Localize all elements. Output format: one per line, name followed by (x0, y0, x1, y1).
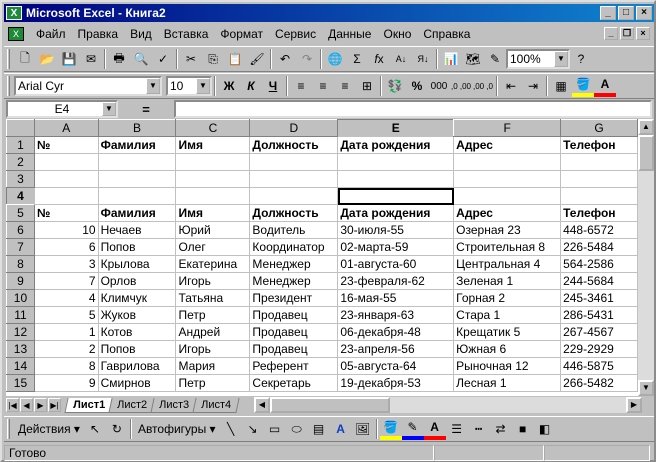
scroll-thumb[interactable] (270, 397, 390, 413)
cell[interactable]: Стара 1 (454, 307, 561, 324)
row-header[interactable]: 10 (7, 290, 35, 307)
cell[interactable]: Секретарь (250, 375, 338, 392)
align-center-icon[interactable]: ≡ (319, 79, 327, 93)
column-header[interactable]: E (338, 120, 454, 137)
cell[interactable]: Лесная 1 (454, 375, 561, 392)
sort-desc-icon[interactable]: Я↓ (417, 54, 429, 64)
cell[interactable]: Гаврилова (98, 358, 176, 375)
cell[interactable] (98, 171, 176, 188)
standard-toolbar (4, 46, 654, 72)
column-header[interactable]: C (176, 120, 250, 137)
cell[interactable]: 6 (34, 239, 98, 256)
row-header[interactable]: 4 (7, 188, 35, 205)
chevron-down-icon[interactable]: ▼ (196, 78, 210, 94)
name-box[interactable] (6, 100, 118, 118)
cell[interactable]: 229-2929 (561, 341, 638, 358)
cell[interactable]: Екатерина (176, 256, 250, 273)
cell[interactable]: Смирнов (98, 375, 176, 392)
cell[interactable]: Мария (176, 358, 250, 375)
table-row (7, 358, 638, 375)
cell[interactable]: Горная 2 (454, 290, 561, 307)
cell[interactable]: Дата рождения (338, 205, 454, 222)
cell[interactable]: 01-августа-60 (338, 256, 454, 273)
cell[interactable]: Орлов (98, 273, 176, 290)
first-sheet-icon[interactable]: |◀ (6, 398, 19, 412)
fill-color-icon[interactable]: 🪣 (572, 75, 594, 97)
cell[interactable]: Фамилия (98, 137, 176, 154)
cell[interactable]: Продавец (250, 324, 338, 341)
table-row (7, 205, 638, 222)
cell[interactable]: Жуков (98, 307, 176, 324)
cell[interactable]: 4 (34, 290, 98, 307)
cell[interactable]: Телефон (561, 205, 638, 222)
cell[interactable]: 23-апреля-56 (338, 341, 454, 358)
spelling-icon[interactable]: ✓ (157, 52, 169, 66)
cell[interactable]: 19-декабря-53 (338, 375, 454, 392)
cell[interactable]: 9 (34, 375, 98, 392)
borders-icon[interactable]: ▦ (555, 79, 567, 93)
select-objects-icon[interactable]: ↖ (89, 422, 100, 436)
shadow-icon[interactable]: ■ (518, 422, 527, 436)
sheet-tab[interactable] (151, 398, 198, 413)
cell[interactable] (338, 188, 454, 205)
cell[interactable]: 244-5684 (561, 273, 638, 290)
row-header[interactable]: 15 (7, 375, 35, 392)
column-header[interactable]: D (250, 120, 338, 137)
cell[interactable]: 448-6572 (561, 222, 638, 239)
doc-restore-button[interactable]: ❐ (620, 27, 634, 40)
title-bar (4, 4, 654, 22)
autosum-icon[interactable]: Σ (353, 52, 361, 66)
maximize-button[interactable]: □ (618, 6, 634, 20)
cell[interactable] (250, 154, 338, 171)
font-size-select[interactable] (166, 76, 212, 96)
cell[interactable]: Продавец (250, 307, 338, 324)
table-row (7, 307, 638, 324)
sheet-tabs-bar (6, 396, 654, 414)
cell[interactable] (338, 154, 454, 171)
cell[interactable]: Адрес (454, 137, 561, 154)
chart-wizard-icon[interactable]: 📊 (443, 52, 459, 66)
row-header[interactable]: 6 (7, 222, 35, 239)
window-title: Microsoft Excel - Книга2 (26, 6, 166, 20)
cell[interactable]: Менеджер (250, 273, 338, 290)
cell[interactable]: 23-февраля-62 (338, 273, 454, 290)
row-header[interactable]: 7 (7, 239, 35, 256)
cell[interactable]: 245-3461 (561, 290, 638, 307)
clipart-icon[interactable]: 🖼 (354, 422, 371, 436)
cell[interactable]: 5 (34, 307, 98, 324)
cell[interactable]: 02-марта-59 (338, 239, 454, 256)
cell[interactable]: Крылова (98, 256, 176, 273)
align-right-icon[interactable]: ≡ (341, 79, 349, 93)
dash-style-icon[interactable]: ┅ (474, 422, 483, 436)
cell[interactable] (34, 188, 98, 205)
bold-button[interactable]: Ж (223, 79, 235, 93)
format-painter-icon[interactable]: 🖌 (249, 52, 265, 66)
actions-menu[interactable]: Действия ▾ (18, 422, 80, 436)
sheet-tab[interactable] (193, 398, 240, 413)
currency-icon[interactable]: 💱 (387, 79, 403, 93)
wordart-icon[interactable]: A (336, 422, 345, 436)
doc-minimize-button[interactable]: _ (604, 27, 618, 40)
doc-close-button[interactable]: × (636, 27, 650, 40)
row-header[interactable]: 13 (7, 341, 35, 358)
status-text: Готово (4, 445, 434, 461)
menu-item[interactable]: Сервис (275, 27, 317, 41)
menu-item[interactable]: Правка (77, 27, 119, 41)
table-row (7, 188, 638, 205)
cell[interactable] (250, 171, 338, 188)
thousands-button[interactable]: 000 (430, 80, 448, 92)
cell[interactable] (98, 188, 176, 205)
print-icon[interactable]: 🖶 (113, 50, 125, 65)
italic-button[interactable]: К (247, 79, 255, 93)
cell[interactable] (176, 188, 250, 205)
line-style-icon[interactable]: ☰ (451, 422, 462, 436)
cell[interactable] (176, 171, 250, 188)
minimize-button[interactable]: _ (600, 6, 616, 20)
sheet-tab[interactable] (64, 398, 113, 413)
cell[interactable]: 267-4567 (561, 324, 638, 341)
autoshapes-menu[interactable]: Автофигуры ▾ (137, 422, 216, 436)
decrease-decimal-button[interactable]: ,00 ,0 (472, 81, 493, 91)
menu-item[interactable]: Формат (220, 27, 264, 41)
arrow-icon[interactable]: ↘ (247, 422, 258, 436)
cut-icon[interactable]: ✂ (185, 52, 197, 66)
formula-input[interactable] (174, 100, 652, 118)
font-color-icon[interactable]: A (424, 418, 446, 440)
cell[interactable]: Андрей (176, 324, 250, 341)
cell[interactable]: Игорь (176, 341, 250, 358)
column-header[interactable]: B (98, 120, 176, 137)
underline-button[interactable]: Ч (268, 79, 278, 93)
scroll-left-icon[interactable]: ◀ (254, 397, 270, 413)
menu-item[interactable]: Вид (130, 27, 152, 41)
cell[interactable]: 2 (34, 341, 98, 358)
table-row (7, 239, 638, 256)
cell[interactable] (176, 154, 250, 171)
cell[interactable] (561, 154, 638, 171)
save-icon[interactable]: 💾 (61, 52, 77, 66)
free-rotate-icon[interactable]: ↻ (111, 422, 122, 436)
increase-decimal-button[interactable]: ,0 ,00 (450, 81, 471, 91)
status-pane (544, 445, 650, 461)
cell[interactable]: Южная 6 (454, 341, 561, 358)
status-bar (4, 444, 654, 462)
cell[interactable]: Фамилия (98, 205, 176, 222)
font-select[interactable] (14, 76, 162, 96)
cell[interactable]: Имя (176, 137, 250, 154)
sort-asc-icon[interactable]: A↓ (395, 54, 407, 64)
function-icon[interactable]: f x (374, 52, 384, 66)
chevron-down-icon[interactable]: ▼ (102, 102, 116, 116)
cell[interactable]: 7 (34, 273, 98, 290)
cell[interactable]: Попов (98, 341, 176, 358)
table-row (7, 324, 638, 341)
menu-item[interactable]: Файл (36, 27, 66, 41)
cell[interactable]: 286-5431 (561, 307, 638, 324)
redo-icon[interactable]: ↷ (301, 52, 313, 66)
document-icon[interactable]: X (8, 27, 24, 41)
sheet-tab-label: Лист1 (73, 398, 106, 411)
cell[interactable]: 23-января-63 (338, 307, 454, 324)
cell[interactable]: 06-декабря-48 (338, 324, 454, 341)
scroll-up-icon[interactable]: ▲ (638, 119, 654, 135)
name-box-value: E4 (54, 102, 70, 116)
row-header[interactable]: 3 (7, 171, 35, 188)
print-preview-icon[interactable]: 🔍 (133, 52, 149, 66)
excel-icon: X (6, 6, 22, 20)
cell[interactable]: Менеджер (250, 256, 338, 273)
sheet-tab-label: Лист3 (159, 398, 190, 411)
text-box-icon[interactable]: ▤ (312, 422, 325, 436)
cell[interactable]: Котов (98, 324, 176, 341)
cell[interactable]: Строительная 8 (454, 239, 561, 256)
table-row (7, 375, 638, 392)
cell[interactable]: 30-июля-55 (338, 222, 454, 239)
prev-sheet-icon[interactable]: ◀ (20, 398, 33, 412)
cell[interactable] (98, 154, 176, 171)
table-row (7, 273, 638, 290)
scroll-right-icon[interactable]: ▶ (626, 397, 642, 413)
cell[interactable]: 1 (34, 324, 98, 341)
row-header[interactable]: 9 (7, 273, 35, 290)
vertical-scrollbar[interactable] (638, 119, 654, 396)
cell[interactable] (561, 188, 638, 205)
cell[interactable] (250, 188, 338, 205)
cell[interactable]: Центральная 4 (454, 256, 561, 273)
row-header[interactable]: 12 (7, 324, 35, 341)
menu-item[interactable]: Окно (383, 27, 412, 41)
cell[interactable]: 266-5482 (561, 375, 638, 392)
scroll-down-icon[interactable]: ▼ (638, 380, 654, 396)
status-pane (434, 445, 544, 461)
sheet-tab[interactable] (109, 398, 156, 413)
zoom-select[interactable] (506, 49, 570, 69)
table-row (7, 256, 638, 273)
cell[interactable]: Референт (250, 358, 338, 375)
cell[interactable]: Дата рождения (338, 137, 454, 154)
cell[interactable]: Координатор (250, 239, 338, 256)
map-icon[interactable]: 🗺 (465, 52, 481, 66)
menu-item[interactable]: Справка (423, 27, 471, 41)
cell[interactable] (454, 171, 561, 188)
row-header[interactable]: 2 (7, 154, 35, 171)
spreadsheet-grid (6, 119, 638, 396)
toolbar-grip[interactable] (7, 49, 10, 69)
table-row (7, 222, 638, 239)
cell[interactable] (454, 188, 561, 205)
cell[interactable] (561, 171, 638, 188)
cell[interactable]: Телефон (561, 137, 638, 154)
cell[interactable]: Петр (176, 375, 250, 392)
column-header[interactable]: G (561, 120, 638, 137)
table-row (7, 137, 638, 154)
menu-item[interactable]: Данные (328, 27, 372, 41)
paste-icon[interactable]: 📋 (227, 52, 243, 66)
cell[interactable] (34, 154, 98, 171)
last-sheet-icon[interactable]: ▶| (48, 398, 61, 412)
cell[interactable] (34, 171, 98, 188)
cell[interactable]: Нечаев (98, 222, 176, 239)
cell[interactable]: Крещатик 5 (454, 324, 561, 341)
rectangle-icon[interactable]: ▭ (268, 422, 281, 436)
fill-color-icon[interactable]: 🪣 (380, 418, 402, 440)
column-header[interactable]: A (34, 120, 98, 137)
cell[interactable]: Татьяна (176, 290, 250, 307)
indent-icon[interactable]: ⇥ (527, 79, 539, 93)
toolbar-grip[interactable] (7, 419, 10, 439)
cell[interactable]: № (34, 205, 98, 222)
formatting-toolbar (4, 73, 654, 99)
cell[interactable]: Продавец (250, 341, 338, 358)
hyperlink-icon[interactable]: 🌐 (327, 52, 343, 66)
sheet-tab-label: Лист2 (117, 398, 148, 411)
table-row (7, 290, 638, 307)
cell[interactable]: 564-2586 (561, 256, 638, 273)
cell[interactable]: 10 (34, 222, 98, 239)
cell[interactable]: Адрес (454, 205, 561, 222)
percent-button[interactable]: % (411, 79, 423, 93)
sheet-tab-label: Лист4 (201, 398, 232, 411)
cell[interactable]: Водитель (250, 222, 338, 239)
font-color-icon[interactable]: A (594, 75, 616, 97)
outdent-icon[interactable]: ⇤ (505, 79, 517, 93)
cell[interactable]: 16-мая-55 (338, 290, 454, 307)
table-row (7, 154, 638, 171)
menu-bar (4, 24, 654, 44)
menu-item[interactable]: Вставка (163, 27, 209, 41)
font-value: Arial Cyr (18, 79, 65, 93)
row-header[interactable]: 5 (7, 205, 35, 222)
align-left-icon[interactable]: ≡ (297, 79, 305, 93)
zoom-value: 100% (510, 52, 541, 66)
row-header[interactable]: 1 (7, 137, 35, 154)
3d-icon[interactable]: ◧ (538, 422, 551, 436)
cell[interactable]: 3 (34, 256, 98, 273)
drawing-icon[interactable]: ✎ (489, 52, 501, 66)
cell[interactable]: 226-5484 (561, 239, 638, 256)
cell[interactable]: Должность (250, 137, 338, 154)
line-color-icon[interactable]: ✎ (402, 418, 424, 440)
open-icon[interactable]: 📂 (39, 52, 55, 66)
chevron-down-icon[interactable]: ▼ (146, 78, 160, 94)
cell[interactable]: Попов (98, 239, 176, 256)
arrow-style-icon[interactable]: ⇄ (495, 422, 506, 436)
font-size-value: 10 (170, 79, 184, 93)
undo-icon[interactable]: ↶ (279, 52, 291, 66)
scroll-thumb[interactable] (638, 135, 654, 171)
cell[interactable]: Игорь (176, 273, 250, 290)
horizontal-scrollbar[interactable] (254, 397, 642, 413)
cell[interactable]: Юрий (176, 222, 250, 239)
formula-bar (4, 99, 654, 119)
cell[interactable]: Озерная 23 (454, 222, 561, 239)
cell[interactable]: № (34, 137, 98, 154)
toolbar-grip[interactable] (7, 76, 10, 96)
help-icon[interactable]: ? (577, 52, 585, 66)
cell[interactable]: Должность (250, 205, 338, 222)
chevron-down-icon[interactable]: ▼ (554, 51, 568, 67)
cell[interactable]: Президент (250, 290, 338, 307)
oval-icon[interactable]: ⬭ (291, 421, 302, 436)
row-header[interactable]: 14 (7, 358, 35, 375)
cell[interactable]: Климчук (98, 290, 176, 307)
merge-center-icon[interactable]: ⊞ (361, 79, 373, 93)
cell[interactable]: Олег (176, 239, 250, 256)
next-sheet-icon[interactable]: ▶ (34, 398, 47, 412)
mail-icon[interactable]: ✉ (85, 52, 97, 66)
cell[interactable] (338, 171, 454, 188)
table-row (7, 341, 638, 358)
drawing-toolbar (4, 416, 654, 442)
cell[interactable]: 05-августа-64 (338, 358, 454, 375)
close-button[interactable]: × (636, 6, 652, 20)
cell[interactable]: 446-5875 (561, 358, 638, 375)
cell[interactable]: Рыночная 12 (454, 358, 561, 375)
edit-formula-button[interactable]: = (142, 101, 150, 117)
copy-icon[interactable]: ⎘ (208, 51, 218, 66)
cell[interactable]: Зеленая 1 (454, 273, 561, 290)
cell[interactable] (454, 154, 561, 171)
table-row (7, 171, 638, 188)
new-icon[interactable]: 🗋 (20, 50, 30, 65)
cell[interactable]: Имя (176, 205, 250, 222)
cell[interactable]: 8 (34, 358, 98, 375)
cell[interactable]: Петр (176, 307, 250, 324)
select-all-corner[interactable] (7, 120, 35, 137)
column-header[interactable]: F (454, 120, 561, 137)
row-header[interactable]: 8 (7, 256, 35, 273)
line-icon[interactable]: ╲ (226, 422, 235, 436)
row-header[interactable]: 11 (7, 307, 35, 324)
